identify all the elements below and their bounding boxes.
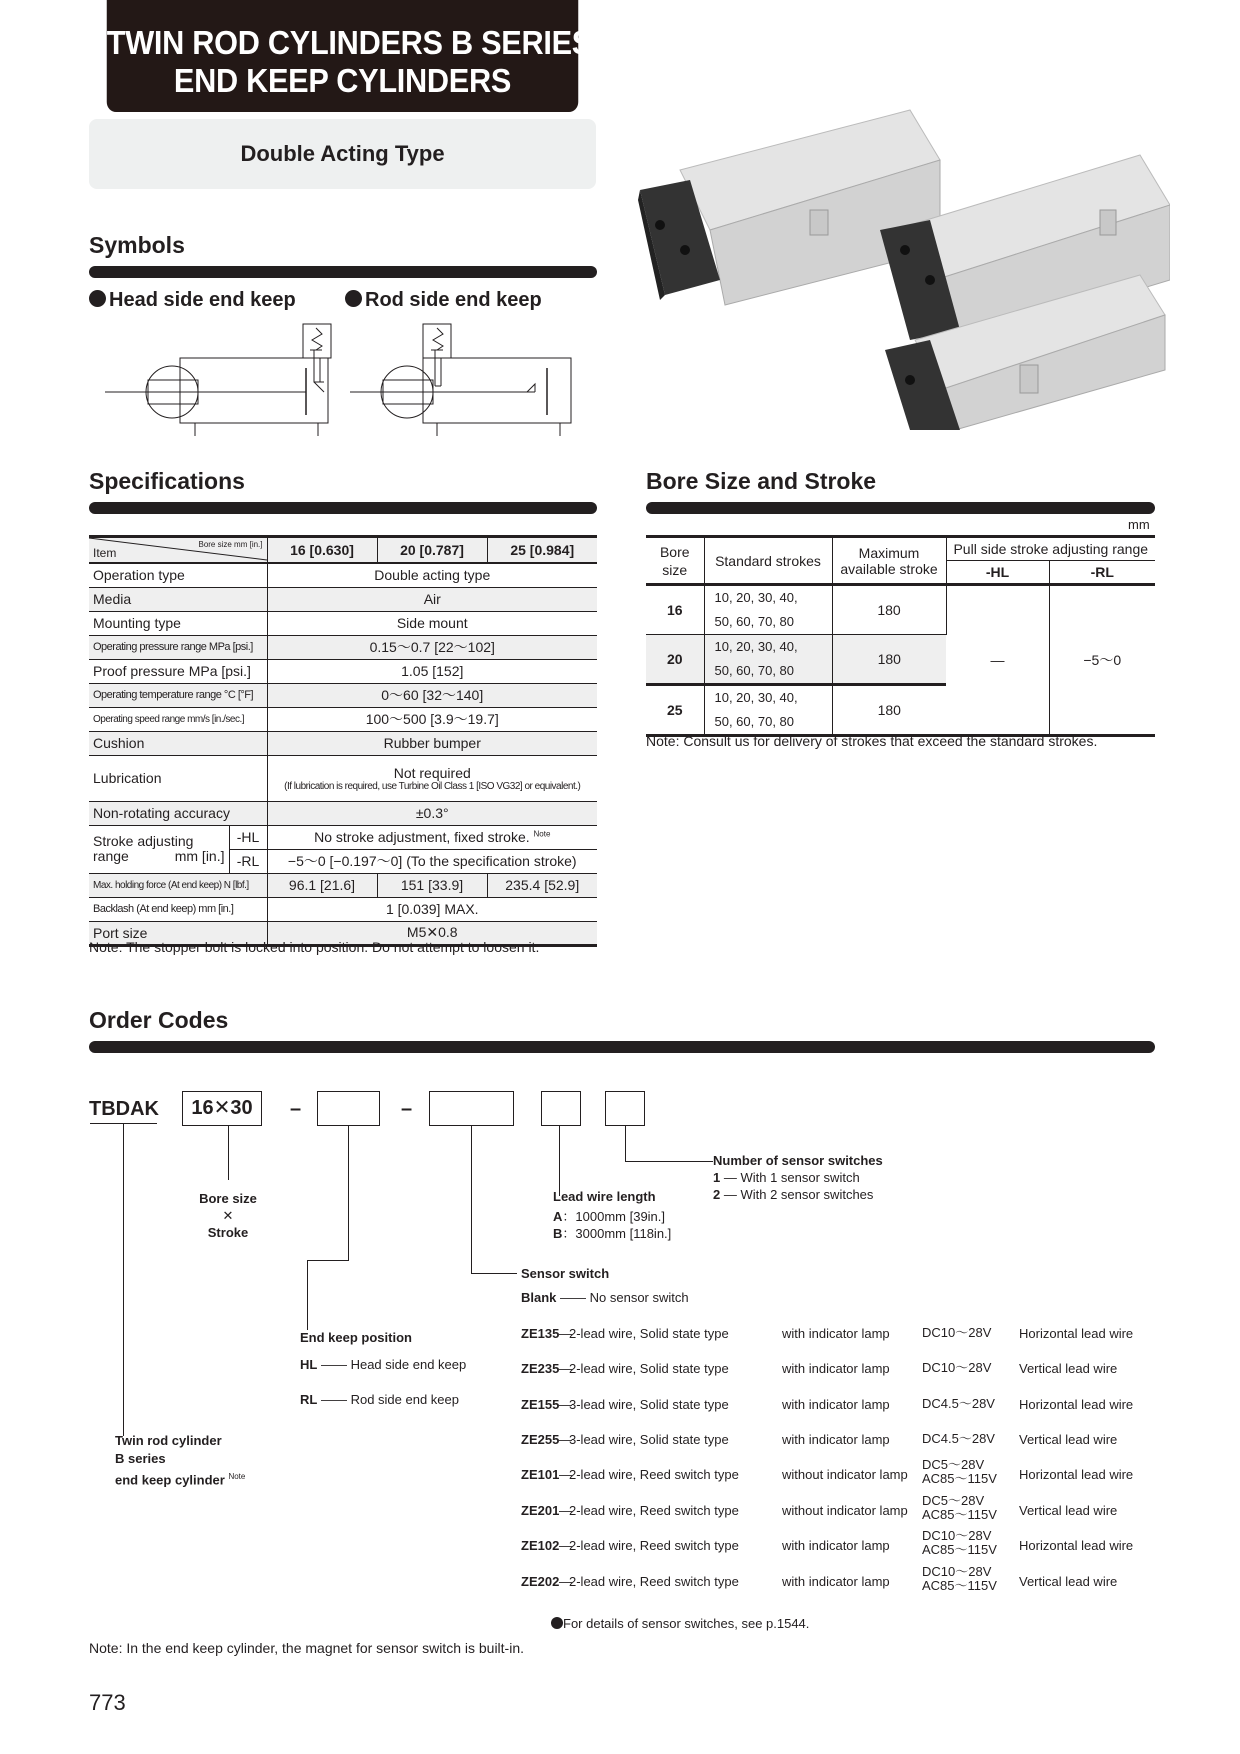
bore-header-25: 25 [0.984]: [487, 537, 597, 564]
spec-value: Side mount: [267, 611, 597, 635]
sensor-switch-title: Sensor switch: [521, 1266, 610, 1281]
dash-separator: —: [559, 1432, 572, 1447]
sensor-voltage-dc: DC10～28V: [922, 1360, 992, 1375]
sensor-desc: 3-lead wire, Solid state type: [569, 1432, 729, 1447]
sensor-code: ZE202: [521, 1574, 560, 1589]
section-divider: [646, 502, 1155, 514]
hl-code: -HL: [229, 825, 267, 849]
dash: –: [401, 1098, 413, 1120]
option-desc: 1000mm [39in.]: [575, 1209, 666, 1224]
bore-header-20: 20 [0.787]: [377, 537, 487, 564]
option-code: 2: [713, 1187, 721, 1202]
stroke-label-line2: [93, 849, 225, 864]
bore-stroke-note: Note: Consult us for delivery of strokes that exceed the standard strokes.: [646, 733, 1098, 749]
holding-force-25: 235.4 [52.9]: [487, 873, 597, 897]
sensor-desc: 2-lead wire, Reed switch type: [569, 1503, 739, 1518]
connector-line: [471, 1126, 472, 1274]
connector-line: [123, 1124, 124, 1436]
sensor-code: ZE155: [521, 1397, 560, 1412]
standard-strokes-header: Standard strokes: [704, 537, 832, 585]
spec-label: Operating speed range mm/s [in./sec.]: [89, 707, 267, 731]
option-desc: With 2 sensor switches: [740, 1187, 874, 1202]
max-stroke-value: 180: [832, 685, 946, 736]
dash: –: [290, 1098, 302, 1120]
sensor-wire: Horizontal lead wire: [1019, 1538, 1134, 1553]
spec-row: [89, 659, 597, 683]
sensor-wire: Horizontal lead wire: [1019, 1326, 1134, 1341]
spec-value: ±0.3°: [267, 801, 597, 825]
bore-value: 20: [646, 635, 704, 685]
sensor-desc: 2-lead wire, Solid state type: [569, 1361, 729, 1376]
dash-separator: —: [559, 1326, 572, 1341]
lead-wire-title: Lead wire length: [553, 1189, 656, 1204]
spec-label: Operation type: [89, 563, 267, 587]
spec-note: Note: The stopper bolt is locked into position. Do not attempt to loosen it.: [89, 939, 540, 955]
sensor-details-ref: [551, 1616, 809, 1631]
spec-label: Operating pressure range MPa [psi.]: [89, 635, 267, 659]
spec-value: 1.05 [152]: [267, 659, 597, 683]
spec-row: [89, 611, 597, 635]
bore-value: 16: [646, 585, 704, 635]
spec-label: Port size: [89, 921, 267, 945]
bullet-icon: [551, 1617, 563, 1629]
rl-header: -RL: [1049, 561, 1155, 585]
connector-line: [625, 1161, 713, 1162]
option-desc: Head side end keep: [350, 1357, 467, 1372]
max-stroke-line1: Maximum: [858, 544, 920, 561]
spec-label: Operating temperature range °C [°F]: [89, 683, 267, 707]
end-keep-option-hl: HL —— Head side end keep: [300, 1357, 467, 1372]
title-line-2: END KEEP CYLINDERS: [173, 62, 512, 99]
lubrication-note: (If lubrication is required, use Turbine Oil Class 1 [ISO VG32] or equivalent.): [284, 780, 581, 792]
max-stroke-value: 180: [832, 635, 946, 685]
option-desc: Rod side end keep: [350, 1392, 459, 1407]
strokes-line1: 10, 20, 30, 40,: [714, 690, 798, 705]
twin-rod-label: [115, 1432, 245, 1489]
option-desc: 3000mm [118in.]: [575, 1226, 672, 1241]
spec-row: [89, 635, 597, 659]
sensor-code: ZE102: [521, 1538, 560, 1553]
sensor-voltage-dc: DC5～28V: [922, 1457, 985, 1472]
connector-line: [559, 1126, 560, 1196]
item-label: Item: [93, 546, 117, 560]
page-number: 773: [89, 1690, 126, 1715]
stroke-adjusting-row-hl: [89, 825, 597, 849]
unit-label: mm: [1128, 517, 1150, 532]
specifications-heading: Specifications: [89, 468, 245, 494]
option-code: B: [553, 1226, 563, 1241]
sensor-wire: Vertical lead wire: [1019, 1574, 1118, 1589]
option-code: HL: [300, 1357, 318, 1372]
sensor-voltage-ac: AC85～115V: [922, 1578, 997, 1593]
rl-value: −5～0 [−0.197～0] (To the specification stroke): [267, 849, 597, 873]
sensor-lamp: with indicator lamp: [782, 1538, 890, 1553]
hl-value: No stroke adjustment, fixed stroke.: [314, 829, 530, 845]
rod-side-label: [345, 289, 542, 312]
twin-rod-line3: end keep cylinder: [115, 1472, 225, 1488]
twin-rod-line1: Twin rod cylinder: [115, 1433, 222, 1448]
strokes-line1: 10, 20, 30, 40,: [714, 639, 798, 654]
subtitle: Double Acting Type: [89, 119, 596, 189]
sensor-voltage-dc: DC4.5～28V: [922, 1431, 995, 1446]
sensor-switch-box: [429, 1091, 514, 1126]
sensor-voltage-ac: AC85～115V: [922, 1471, 997, 1486]
num-sensors-title: Number of sensor switches: [713, 1153, 883, 1168]
bore-size-header: [646, 537, 704, 585]
dash-separator: —: [559, 1503, 572, 1518]
sensor-lamp: with indicator lamp: [782, 1326, 890, 1341]
option-code: Blank: [521, 1290, 557, 1305]
title-banner: [106, 0, 593, 112]
holding-force-row: [89, 873, 597, 897]
option-code: RL: [300, 1392, 318, 1407]
rl-range-value: −5～0: [1049, 585, 1155, 736]
spec-row: [89, 707, 597, 731]
option-desc: No sensor switch: [589, 1290, 689, 1305]
section-divider: [89, 266, 597, 278]
spec-value: 100～500 [3.9～19.7]: [267, 707, 597, 731]
note-marker: Note: [533, 829, 551, 839]
end-keep-title: End keep position: [300, 1330, 412, 1345]
holding-force-20: 151 [33.9]: [377, 873, 487, 897]
sensor-voltage-dc: DC4.5～28V: [922, 1396, 995, 1411]
sensor-desc: 2-lead wire, Solid state type: [569, 1326, 729, 1341]
hl-range-value: —: [946, 585, 1049, 736]
spec-value: 0～60 [32～140]: [267, 683, 597, 707]
spec-label: Non-rotating accuracy: [89, 801, 267, 825]
spec-row: [89, 801, 597, 825]
head-side-end-keep-symbol: [100, 320, 340, 440]
end-keep-box: [317, 1091, 380, 1126]
bore-header-row: [646, 537, 1155, 561]
spec-value: 1 [0.039] MAX.: [267, 897, 597, 921]
head-side-label: [89, 289, 296, 312]
dash-separator: —: [559, 1538, 572, 1553]
title-line-1: TWIN ROD CYLINDERS B SERIES: [106, 24, 593, 61]
max-stroke-line2: available stroke: [840, 560, 938, 577]
stroke-adjusting-label: [89, 825, 229, 873]
spec-label: Cushion: [89, 731, 267, 755]
head-side-text: Head side end keep: [109, 289, 296, 311]
dash-separator: —: [559, 1574, 572, 1589]
symbols-heading: Symbols: [89, 232, 185, 258]
order-codes-heading: Order Codes: [89, 1007, 229, 1033]
sensor-wire: Vertical lead wire: [1019, 1503, 1118, 1518]
rod-side-end-keep-symbol: [345, 320, 585, 440]
bore-header-16: 16 [0.630]: [267, 537, 377, 564]
spec-label: Backlash (At end keep) mm [in.]: [89, 897, 267, 921]
bore-stroke-box: 16✕30: [182, 1091, 262, 1126]
dash-separator: —: [559, 1467, 572, 1482]
sensor-voltage-ac: AC85～115V: [922, 1507, 997, 1522]
order-codes-note: Note: In the end keep cylinder, the magnet for sensor switch is built-in.: [89, 1640, 525, 1656]
lubrication-value: Not required: [393, 764, 471, 781]
lead-wire-option-b: B：3000mm [118in.]: [553, 1226, 672, 1241]
strokes-value: [704, 635, 832, 685]
lead-wire-option-a: A：1000mm [39in.]: [553, 1209, 666, 1224]
pull-side-header: Pull side stroke adjusting range: [946, 537, 1155, 561]
note-marker: Note: [228, 1472, 246, 1481]
stroke-label-line1: Stroke adjusting: [93, 833, 194, 849]
connector-line: [228, 1126, 229, 1180]
sensor-code: ZE255: [521, 1432, 560, 1447]
dash-separator: —: [559, 1397, 572, 1412]
option-code: A: [553, 1209, 563, 1224]
sensor-voltage-dc: DC5～28V: [922, 1493, 985, 1508]
num-sensors-box: [605, 1091, 645, 1126]
section-divider: [89, 502, 597, 514]
bore-size-header-text: Bore size: [659, 543, 690, 578]
spec-value: M5✕0.8: [267, 921, 597, 945]
hl-header: -HL: [946, 561, 1049, 585]
spec-value: Rubber bumper: [267, 731, 597, 755]
spec-label: Max. holding force (At end keep) N [lbf.]: [89, 873, 267, 897]
sensor-voltage-dc: DC10～28V: [922, 1325, 992, 1340]
option-code: 1: [713, 1170, 721, 1185]
spec-value: Air: [267, 587, 597, 611]
sensor-lamp: with indicator lamp: [782, 1361, 890, 1376]
sensor-desc: 3-lead wire, Solid state type: [569, 1397, 729, 1412]
sensor-voltage-ac: AC85～115V: [922, 1542, 997, 1557]
bore-stroke-table: [646, 535, 1155, 737]
range-word: range: [93, 848, 129, 864]
section-divider: [89, 1041, 1155, 1053]
max-stroke-value: 180: [832, 585, 946, 635]
strokes-value: [704, 685, 832, 736]
rod-side-text: Rod side end keep: [365, 289, 542, 311]
stroke-unit: mm [in.]: [174, 848, 225, 864]
stroke-text: Stroke: [207, 1225, 249, 1240]
connector-line: [625, 1126, 626, 1162]
option-desc: With 1 sensor switch: [740, 1170, 860, 1185]
spec-header-row: [89, 537, 597, 564]
sensor-voltage-dc: DC10～28V: [922, 1564, 992, 1579]
spec-label: Lubrication: [89, 755, 267, 801]
spec-row: [89, 755, 597, 801]
bore-value: 25: [646, 685, 704, 736]
sensor-code: ZE135: [521, 1326, 560, 1341]
sensor-lamp: with indicator lamp: [782, 1432, 890, 1447]
backlash-row: [89, 897, 597, 921]
twin-rod-line2: B series: [115, 1451, 166, 1466]
num-sensors-option-1: 1 — With 1 sensor switch: [713, 1170, 860, 1185]
product-photo: [630, 100, 1170, 430]
spec-row: [89, 587, 597, 611]
sensor-blank-option: Blank —— No sensor switch: [521, 1290, 689, 1305]
spec-value: 0.15～0.7 [22～102]: [267, 635, 597, 659]
sensor-code: ZE235: [521, 1361, 560, 1376]
strokes-value: [704, 585, 832, 635]
sensor-lamp: without indicator lamp: [782, 1503, 908, 1518]
hl-value-cell: [267, 825, 597, 849]
bore-stroke-heading: Bore Size and Stroke: [646, 468, 877, 494]
bullet-icon: [89, 290, 106, 307]
holding-force-16: 96.1 [21.6]: [267, 873, 377, 897]
spec-row: [89, 683, 597, 707]
spec-label: Mounting type: [89, 611, 267, 635]
sensor-lamp: with indicator lamp: [782, 1397, 890, 1412]
order-prefix: TBDAK: [89, 1098, 159, 1120]
sensor-code: ZE201: [521, 1503, 560, 1518]
sensor-wire: Horizontal lead wire: [1019, 1467, 1134, 1482]
spec-value: [267, 755, 597, 801]
connector-line: [307, 1260, 308, 1330]
end-keep-option-rl: RL —— Rod side end keep: [300, 1392, 459, 1407]
item-header-cell: [89, 537, 267, 564]
spec-label: Media: [89, 587, 267, 611]
sensor-lamp: without indicator lamp: [782, 1467, 908, 1482]
bore-size-text: Bore size: [199, 1191, 257, 1206]
max-stroke-header: [832, 537, 946, 585]
strokes-line2: 50, 60, 70, 80: [714, 714, 795, 729]
spec-value: Double acting type: [267, 563, 597, 587]
strokes-line2: 50, 60, 70, 80: [714, 614, 795, 629]
sensor-desc: 2-lead wire, Reed switch type: [569, 1574, 739, 1589]
sensor-code: ZE101: [521, 1467, 560, 1482]
bore-size-label: Bore size mm [in.]: [198, 540, 263, 549]
num-sensors-option-2: 2 — With 2 sensor switches: [713, 1187, 874, 1202]
strokes-line1: 10, 20, 30, 40,: [714, 590, 798, 605]
sensor-desc: 2-lead wire, Reed switch type: [569, 1467, 739, 1482]
sensor-wire: Vertical lead wire: [1019, 1432, 1118, 1447]
connector-line: [307, 1260, 349, 1261]
times-icon: ✕: [222, 1208, 234, 1223]
sensor-wire: Horizontal lead wire: [1019, 1397, 1134, 1412]
bore-row-16: [646, 585, 1155, 635]
bullet-icon: [345, 290, 362, 307]
strokes-line2: 50, 60, 70, 80: [714, 663, 795, 678]
rl-code: -RL: [229, 849, 267, 873]
spec-label: Proof pressure MPa [psi.]: [89, 659, 267, 683]
spec-row: [89, 731, 597, 755]
spec-row: [89, 563, 597, 587]
sensor-desc: 2-lead wire, Reed switch type: [569, 1538, 739, 1553]
sensor-wire: Vertical lead wire: [1019, 1361, 1118, 1376]
connector-line: [471, 1273, 517, 1274]
sensor-voltage-dc: DC10～28V: [922, 1528, 992, 1543]
lead-wire-box: [541, 1091, 581, 1126]
details-ref-text: For details of sensor switches, see p.1544.: [563, 1616, 810, 1631]
connector-line: [348, 1126, 349, 1261]
bore-size-stroke-label: [188, 1190, 268, 1241]
sensor-lamp: with indicator lamp: [782, 1574, 890, 1589]
specifications-table: [89, 535, 597, 947]
dash-separator: —: [559, 1361, 572, 1376]
